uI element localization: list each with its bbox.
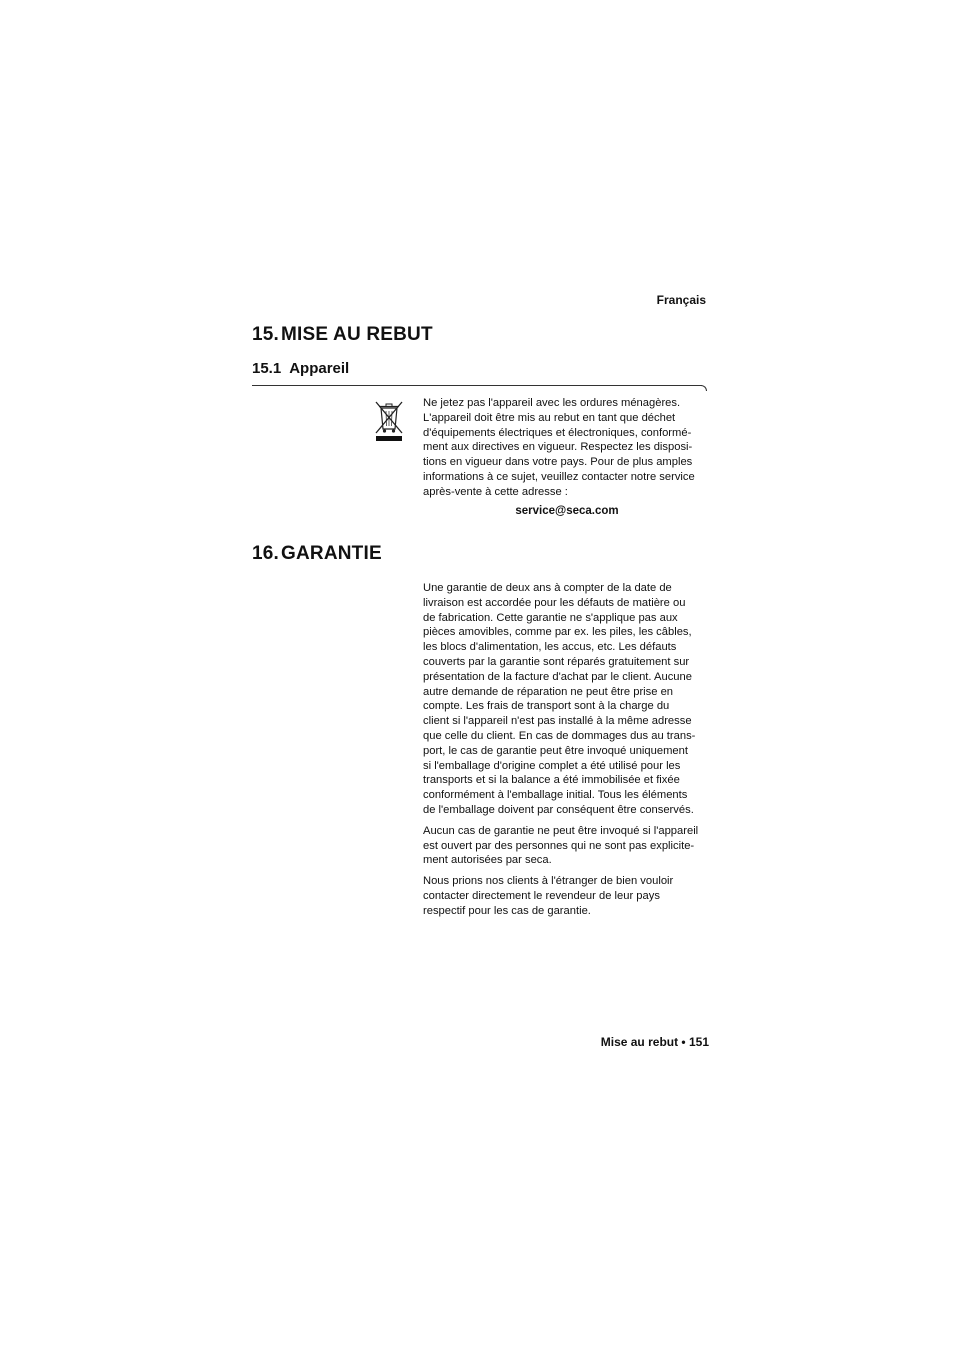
text-line: Aucun cas de garantie ne peut être invoqué si l'appareil: [423, 824, 699, 837]
section-15-number: 15.: [252, 324, 280, 345]
service-email: service@seca.com: [515, 505, 619, 517]
disposal-paragraph: [423, 396, 711, 506]
warranty-paragraph-3: [423, 874, 711, 918]
text-line: tions en vigueur dans votre pays. Pour de plus amples: [423, 456, 693, 469]
text-line: d'équipements électriques et électroniques, conformé-: [423, 426, 692, 439]
page-footer: Mise au rebut • 151: [600, 1035, 709, 1049]
text-line: présentation de la facture d'achat par le client. Aucune: [423, 670, 692, 683]
text-line: compte. Les frais de transport sont à la charge du: [423, 700, 670, 713]
warranty-paragraph-1: [423, 581, 711, 818]
text-line: pièces amovibles, comme par ex. les piles, les câbles,: [423, 626, 692, 639]
text-line: Une garantie de deux ans à compter de la date de: [423, 582, 672, 594]
section-16-heading: [252, 543, 382, 565]
language-label: Français: [656, 293, 706, 307]
text-line: Ne jetez pas l'appareil avec les ordures ménagères.: [423, 397, 681, 409]
text-line: contacter directement le revendeur de leur pays: [423, 889, 660, 902]
subsection-15-1-title: Appareil: [289, 360, 350, 377]
text-line: après-vente à cette adresse :: [423, 485, 568, 498]
text-line: autre demande de réparation ne peut être prise en: [423, 685, 674, 698]
text-line: les blocs d'alimentation, les accus, etc. Les défauts: [423, 641, 677, 654]
text-line: livraison est accordée pour les défauts de matière ou: [423, 596, 686, 609]
text-line: ment autorisées par seca.: [423, 854, 552, 867]
warranty-text: [423, 581, 711, 925]
text-line: de fabrication. Cette garantie ne s'applique pas aux: [423, 611, 678, 624]
text-line: couverts par la garantie sont réparés gratuitement sur: [423, 655, 690, 668]
text-line: respectif pour les cas de garantie.: [423, 904, 591, 917]
subsection-divider-corner: [701, 385, 707, 391]
subsection-15-1-heading: [252, 360, 349, 377]
text-line: conformément à l'emballage initial. Tous les éléments: [423, 789, 688, 802]
text-line: client si l'appareil n'est pas installé à la même adresse: [423, 715, 692, 728]
text-line: port, le cas de garantie peut être invoqué uniquement: [423, 744, 688, 757]
subsection-divider: [252, 385, 702, 386]
text-line: informations à ce sujet, veuillez contacter notre service: [423, 470, 695, 483]
section-16-title: GARANTIE: [281, 543, 382, 564]
subsection-15-1-number: 15.1: [252, 360, 282, 377]
section-15-title: MISE AU REBUT: [281, 324, 433, 345]
text-line: Nous prions nos clients à l'étranger de bien vouloir: [423, 875, 674, 888]
text-line: que celle du client. En cas de dommages dus au trans-: [423, 729, 696, 742]
text-line: est ouvert par des personnes qui ne sont pas explicite-: [423, 839, 695, 852]
text-line: L'appareil doit être mis au rebut en tant que déchet: [423, 411, 676, 424]
section-15-heading: [252, 324, 433, 346]
weee-crossed-bin-icon: [374, 399, 404, 443]
warranty-paragraph-2: [423, 824, 711, 868]
text-line: ment aux directives en vigueur. Respectez les disposi-: [423, 441, 693, 454]
section-16-number: 16.: [252, 543, 280, 564]
text-line: transports et si la balance a été immobilisée et fixée: [423, 774, 680, 787]
text-line: si l'emballage d'origine complet a été utilisé pour les: [423, 759, 681, 772]
text-line: de l'emballage doivent par conséquent être conservés.: [423, 803, 694, 816]
